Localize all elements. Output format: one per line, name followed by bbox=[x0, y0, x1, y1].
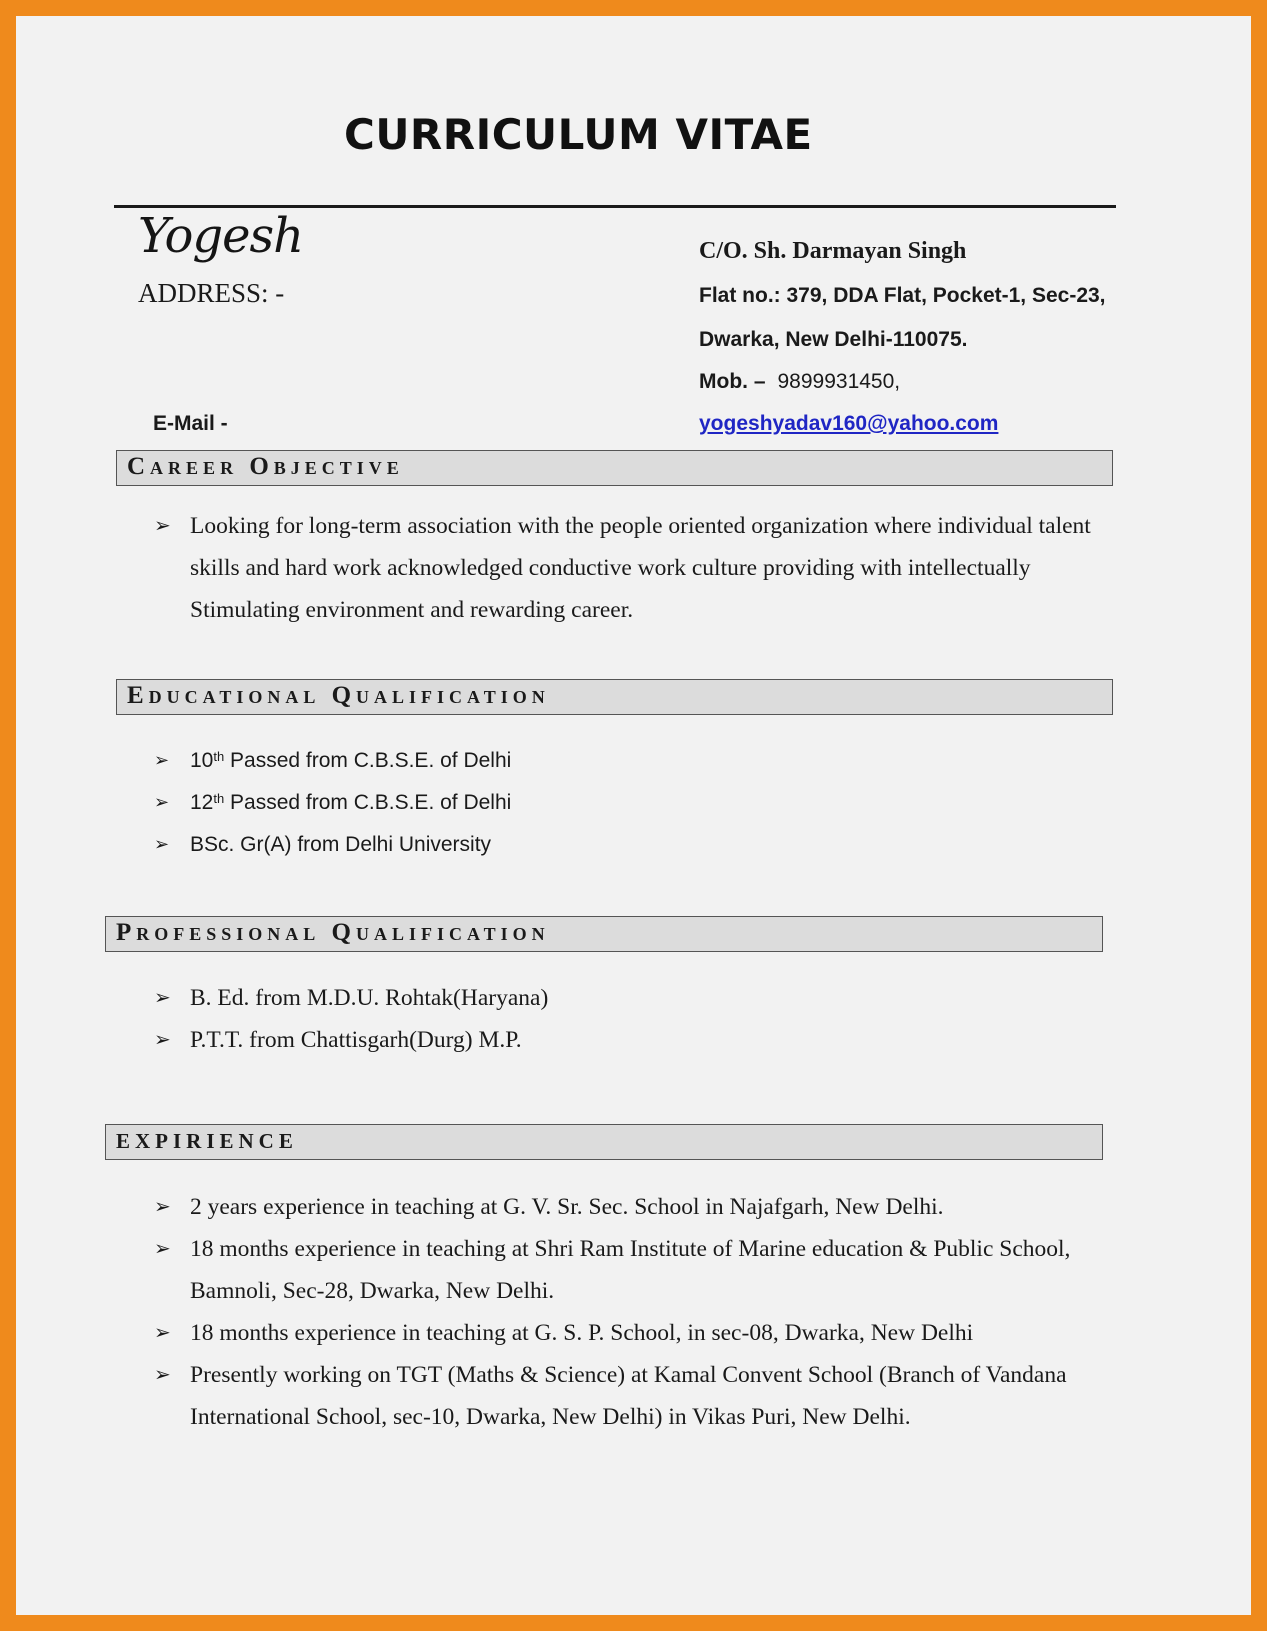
list-item bbox=[150, 505, 1091, 631]
education-grade: 10 bbox=[190, 749, 214, 772]
email-link[interactable]: yogeshyadav160@yahoo.com bbox=[699, 412, 999, 435]
education-text: Passed from C.B.S.E. of Delhi bbox=[224, 749, 512, 772]
career-objective-list bbox=[150, 505, 1091, 631]
experience-line: Presently working on TGT (Maths & Science) at Kamal Convent School (Branch of Vandana bbox=[190, 1362, 1067, 1388]
list-item bbox=[150, 740, 511, 782]
list-item bbox=[150, 824, 511, 866]
experience-line: International School, sec-10, Dwarka, New Delhi) in Vikas Puri, New Delhi. bbox=[190, 1404, 911, 1430]
section-heading-educational-qualification: Educational Qualification bbox=[116, 679, 1113, 715]
mobile-line bbox=[699, 370, 900, 394]
signature: Yogesh bbox=[138, 208, 304, 264]
arrow-bullet-icon: ➢ bbox=[154, 834, 170, 855]
career-objective-line-1: Looking for long-term association with the people oriented organization where individual talent bbox=[190, 513, 1091, 539]
professional-item-text: P.T.T. from Chattisgarh(Durg) M.P. bbox=[190, 1027, 522, 1053]
list-item bbox=[150, 977, 548, 1019]
arrow-bullet-icon: ➢ bbox=[154, 987, 171, 1009]
ordinal-suffix: th bbox=[213, 749, 225, 764]
list-item bbox=[150, 1354, 1070, 1438]
mobile-label: Mob. – bbox=[699, 370, 766, 393]
experience-line: 18 months experience in teaching at G. S. P. School, in sec-08, Dwarka, New Delhi bbox=[190, 1320, 974, 1346]
experience-line: 18 months experience in teaching at Shri Ram Institute of Marine education & Public School, bbox=[190, 1236, 1071, 1262]
address-flat: Flat no.: 379, DDA Flat, Pocket-1, Sec-23, bbox=[699, 284, 1106, 307]
professional-item-text: B. Ed. from M.D.U. Rohtak(Haryana) bbox=[190, 985, 549, 1011]
arrow-bullet-icon: ➢ bbox=[154, 1238, 171, 1260]
list-item bbox=[150, 1186, 1070, 1228]
list-item bbox=[150, 1312, 1070, 1354]
experience-list bbox=[150, 1186, 1070, 1438]
education-text: Passed from C.B.S.E. of Delhi bbox=[224, 791, 512, 814]
address-city: Dwarka, New Delhi-110075. bbox=[699, 328, 968, 351]
section-heading-experience: EXPIRIENCE bbox=[105, 1124, 1103, 1160]
list-item bbox=[150, 1019, 548, 1061]
section-heading-professional-qualification: Professional Qualification bbox=[105, 916, 1103, 952]
education-grade: 12 bbox=[190, 791, 214, 814]
section-heading-career-objective: Career Objective bbox=[116, 450, 1113, 486]
list-item bbox=[150, 1228, 1070, 1312]
arrow-bullet-icon: ➢ bbox=[154, 1196, 171, 1218]
arrow-bullet-icon: ➢ bbox=[154, 1322, 171, 1344]
arrow-bullet-icon: ➢ bbox=[154, 750, 170, 771]
arrow-bullet-icon: ➢ bbox=[154, 515, 171, 537]
experience-line: Bamnoli, Sec-28, Dwarka, New Delhi. bbox=[190, 1278, 555, 1304]
education-list bbox=[150, 740, 511, 866]
mobile-number: 9899931450, bbox=[777, 370, 901, 393]
experience-line: 2 years experience in teaching at G. V. Sr. Sec. School in Najafgarh, New Delhi. bbox=[190, 1194, 944, 1220]
email-label: E-Mail - bbox=[153, 412, 228, 435]
career-objective-line-3: Stimulating environment and rewarding career. bbox=[190, 597, 634, 623]
arrow-bullet-icon: ➢ bbox=[154, 1364, 171, 1386]
list-item bbox=[150, 782, 511, 824]
address-care-of: C/O. Sh. Darmayan Singh bbox=[699, 238, 967, 264]
education-text: BSc. Gr(A) from Delhi University bbox=[190, 833, 492, 856]
ordinal-suffix: th bbox=[213, 791, 225, 806]
document-title: CURRICULUM VITAE bbox=[344, 110, 813, 159]
address-label: ADDRESS: - bbox=[138, 278, 285, 308]
arrow-bullet-icon: ➢ bbox=[154, 792, 170, 813]
professional-list bbox=[150, 977, 548, 1061]
career-objective-line-2: skills and hard work acknowledged conductive work culture providing with intellectually bbox=[190, 555, 1031, 581]
arrow-bullet-icon: ➢ bbox=[154, 1029, 171, 1051]
